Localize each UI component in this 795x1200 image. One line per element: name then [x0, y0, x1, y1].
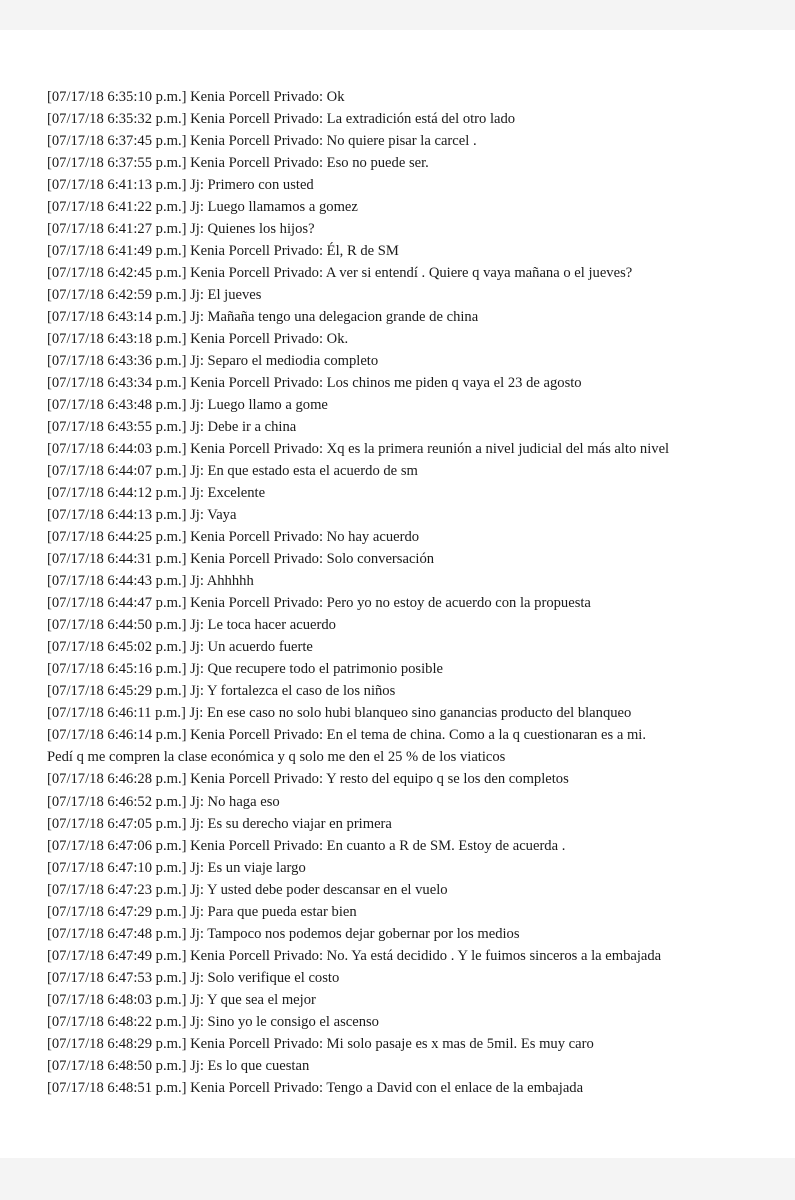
message-line: [07/17/18 6:45:29 p.m.] Jj: Y fortalezca el caso de los niños: [47, 683, 396, 700]
message-line: [07/17/18 6:46:11 p.m.] Jj: En ese caso no solo hubi blanqueo sino ganancias producto del blanqueo: [47, 705, 632, 722]
top-margin-band: [0, 0, 795, 30]
message-line: [07/17/18 6:47:29 p.m.] Jj: Para que pueda estar bien: [47, 903, 357, 920]
message-line: [07/17/18 6:43:36 p.m.] Jj: Separo el mediodia completo: [47, 353, 379, 370]
message-line: [07/17/18 6:44:43 p.m.] Jj: Ahhhhh: [47, 573, 254, 590]
message-line: [07/17/18 6:44:25 p.m.] Kenia Porcell Privado: No hay acuerdo: [47, 529, 420, 546]
message-line: Pedí q me compren la clase económica y q solo me den el 25 % de los viaticos: [47, 749, 506, 766]
message-line: [07/17/18 6:46:28 p.m.] Kenia Porcell Privado: Y resto del equipo q se los den completos: [47, 771, 569, 788]
message-line: [07/17/18 6:47:48 p.m.] Jj: Tampoco nos podemos dejar gobernar por los medios: [47, 925, 520, 942]
message-line: [07/17/18 6:47:23 p.m.] Jj: Y usted debe poder descansar en el vuelo: [47, 881, 448, 898]
message-line: [07/17/18 6:47:49 p.m.] Kenia Porcell Privado: No. Ya está decidido . Y le fuimos sinceros a la embajada: [47, 947, 662, 964]
message-line: [07/17/18 6:45:02 p.m.] Jj: Un acuerdo fuerte: [47, 639, 313, 656]
bottom-margin-band: [0, 1158, 795, 1200]
message-line: [07/17/18 6:43:34 p.m.] Kenia Porcell Privado: Los chinos me piden q vaya el 23 de agosto: [47, 375, 582, 392]
message-line: [07/17/18 6:41:22 p.m.] Jj: Luego llamamos a gomez: [47, 199, 358, 216]
message-line: [07/17/18 6:43:48 p.m.] Jj: Luego llamo a gome: [47, 397, 328, 414]
message-line: [07/17/18 6:44:50 p.m.] Jj: Le toca hacer acuerdo: [47, 617, 336, 634]
message-line: [07/17/18 6:48:50 p.m.] Jj: Es lo que cuestan: [47, 1057, 310, 1074]
message-line: [07/17/18 6:35:32 p.m.] Kenia Porcell Privado: La extradición está del otro lado: [47, 111, 516, 128]
message-line: [07/17/18 6:48:29 p.m.] Kenia Porcell Privado: Mi solo pasaje es x mas de 5mil. Es muy caro: [47, 1035, 594, 1052]
message-line: [07/17/18 6:48:22 p.m.] Jj: Sino yo le consigo el ascenso: [47, 1013, 379, 1030]
message-line: [07/17/18 6:47:53 p.m.] Jj: Solo verifique el costo: [47, 969, 340, 986]
message-line: [07/17/18 6:44:47 p.m.] Kenia Porcell Privado: Pero yo no estoy de acuerdo con la propuesta: [47, 595, 591, 612]
message-line: [07/17/18 6:37:55 p.m.] Kenia Porcell Privado: Eso no puede ser.: [47, 155, 429, 172]
message-line: [07/17/18 6:46:52 p.m.] Jj: No haga eso: [47, 793, 280, 810]
message-line: [07/17/18 6:47:06 p.m.] Kenia Porcell Privado: En cuanto a R de SM. Estoy de acuerda .: [47, 837, 566, 854]
message-line: [07/17/18 6:41:13 p.m.] Jj: Primero con usted: [47, 177, 314, 194]
message-line: [07/17/18 6:44:03 p.m.] Kenia Porcell Privado: Xq es la primera reunión a nivel judicial del más alto nivel: [47, 441, 670, 458]
message-line: [07/17/18 6:43:55 p.m.] Jj: Debe ir a china: [47, 419, 297, 436]
message-line: [07/17/18 6:43:18 p.m.] Kenia Porcell Privado: Ok.: [47, 331, 349, 348]
message-line: [07/17/18 6:44:31 p.m.] Kenia Porcell Privado: Solo conversación: [47, 551, 435, 568]
message-line: [07/17/18 6:47:10 p.m.] Jj: Es un viaje largo: [47, 859, 306, 876]
message-line: [07/17/18 6:44:07 p.m.] Jj: En que estado esta el acuerdo de sm: [47, 463, 418, 480]
message-line: [07/17/18 6:42:45 p.m.] Kenia Porcell Privado: A ver si entendí . Quiere q vaya mañana o el jueves?: [47, 265, 633, 282]
message-line: [07/17/18 6:44:12 p.m.] Jj: Excelente: [47, 485, 266, 502]
message-line: [07/17/18 6:48:51 p.m.] Kenia Porcell Privado: Tengo a David con el enlace de la embajada: [47, 1079, 584, 1096]
message-line: [07/17/18 6:48:03 p.m.] Jj: Y que sea el mejor: [47, 991, 316, 1008]
message-line: [07/17/18 6:42:59 p.m.] Jj: El jueves: [47, 287, 262, 304]
message-line: [07/17/18 6:43:14 p.m.] Jj: Mañaña tengo una delegacion grande de china: [47, 309, 479, 326]
message-line: [07/17/18 6:45:16 p.m.] Jj: Que recupere todo el patrimonio posible: [47, 661, 443, 678]
message-line: [07/17/18 6:35:10 p.m.] Kenia Porcell Privado: Ok: [47, 89, 345, 105]
message-line: [07/17/18 6:47:05 p.m.] Jj: Es su derecho viajar en primera: [47, 815, 392, 832]
message-line: [07/17/18 6:41:49 p.m.] Kenia Porcell Privado: Él, R de SM: [47, 243, 399, 260]
message-line: [07/17/18 6:41:27 p.m.] Jj: Quienes los hijos?: [47, 221, 315, 238]
message-line: [07/17/18 6:37:45 p.m.] Kenia Porcell Privado: No quiere pisar la carcel .: [47, 133, 477, 150]
message-line: [07/17/18 6:46:14 p.m.] Kenia Porcell Privado: En el tema de china. Como a la q cuestionaran es a mi.: [47, 727, 647, 744]
chat-transcript: [47, 86, 782, 1099]
message-line: [07/17/18 6:44:13 p.m.] Jj: Vaya: [47, 507, 237, 524]
